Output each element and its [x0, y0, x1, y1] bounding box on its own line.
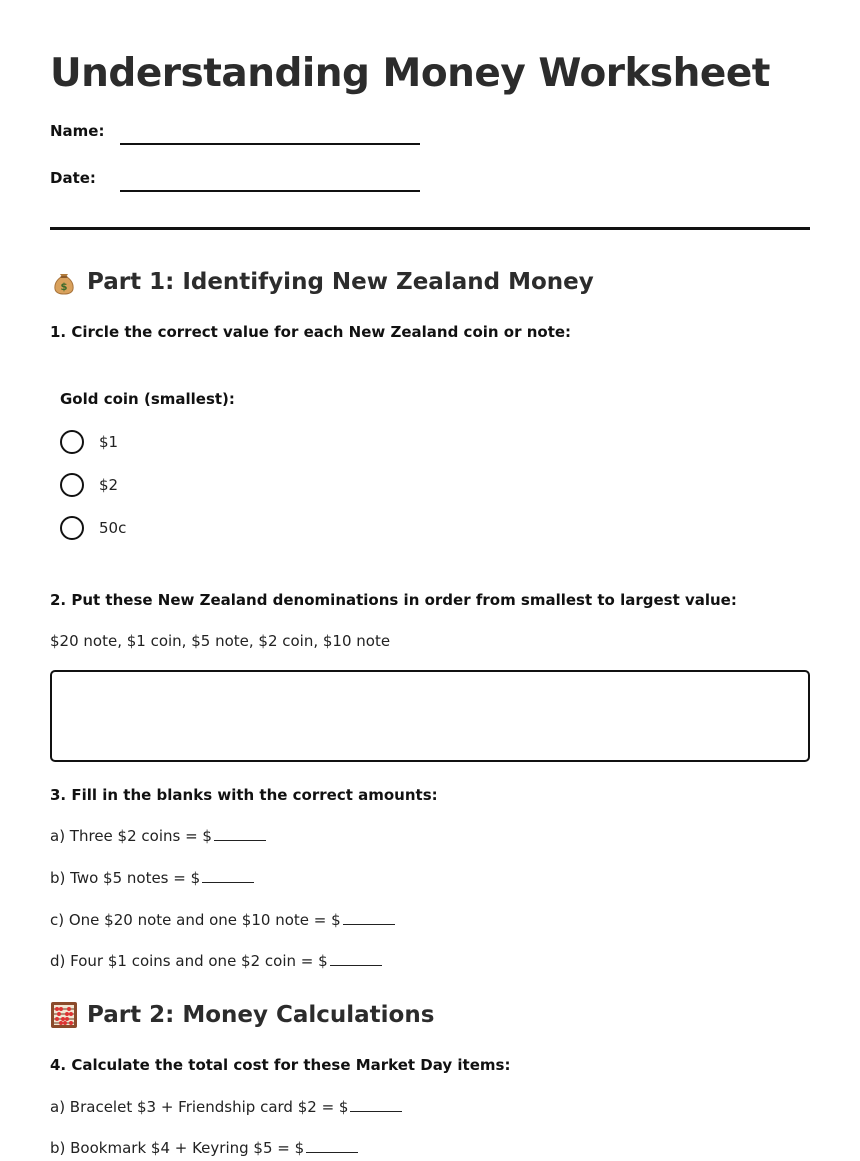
part1-heading — [50, 267, 594, 297]
calc-text: a) Bracelet $3 + Friendship card $2 = $ — [50, 1098, 349, 1116]
fill-blank-b — [50, 868, 254, 888]
date-line[interactable] — [120, 190, 420, 192]
name-label: Name: — [50, 122, 105, 140]
option-50c[interactable] — [60, 515, 126, 541]
question-3-prompt: 3. Fill in the blanks with the correct amounts: — [50, 786, 438, 804]
date-label: Date: — [50, 169, 96, 187]
calc-text: b) Bookmark $4 + Keyring $5 = $ — [50, 1139, 305, 1157]
option-label: 50c — [99, 519, 127, 537]
worksheet-title: Understanding Money Worksheet — [50, 51, 770, 96]
answer-blank[interactable] — [202, 868, 254, 883]
answer-blank[interactable] — [214, 826, 266, 841]
gold-coin-label: Gold coin (smallest): — [60, 390, 235, 408]
money-bag-icon — [50, 268, 78, 296]
name-line[interactable] — [120, 143, 420, 145]
fill-blank-d — [50, 951, 382, 971]
fill-blank-text: b) Two $5 notes = $ — [50, 869, 201, 887]
answer-blank[interactable] — [306, 1138, 358, 1153]
answer-blank[interactable] — [343, 910, 395, 925]
answer-blank[interactable] — [350, 1097, 402, 1112]
fill-blank-a — [50, 826, 266, 846]
denominations-list: $20 note, $1 coin, $5 note, $2 coin, $10 note — [50, 632, 391, 650]
question-4-prompt: 4. Calculate the total cost for these Market Day items: — [50, 1056, 511, 1074]
svg-text:$: $ — [60, 282, 68, 293]
question-1-prompt: 1. Circle the correct value for each New Zealand coin or note: — [50, 323, 572, 341]
abacus-icon — [50, 1001, 78, 1029]
part2-heading-text: Part 2: Money Calculations — [87, 1002, 435, 1028]
calc-item-a — [50, 1097, 402, 1117]
radio-circle[interactable] — [60, 473, 84, 497]
header-divider — [50, 227, 810, 230]
radio-circle[interactable] — [60, 430, 84, 454]
answer-blank[interactable] — [330, 951, 382, 966]
radio-circle[interactable] — [60, 516, 84, 540]
fill-blank-c — [50, 910, 395, 930]
date-field[interactable] — [50, 168, 430, 192]
part1-heading-text: Part 1: Identifying New Zealand Money — [87, 269, 594, 295]
fill-blank-text: c) One $20 note and one $10 note = $ — [50, 911, 341, 929]
part2-heading — [50, 1000, 434, 1030]
fill-blank-text: d) Four $1 coins and one $2 coin = $ — [50, 952, 328, 970]
option-1-dollar[interactable] — [60, 429, 118, 455]
option-2-dollar[interactable] — [60, 472, 118, 498]
name-field[interactable] — [50, 121, 430, 145]
fill-blank-text: a) Three $2 coins = $ — [50, 827, 212, 845]
option-label: $2 — [99, 476, 119, 494]
question-2-prompt: 2. Put these New Zealand denominations in order from smallest to largest value: — [50, 591, 737, 609]
order-answer-box[interactable] — [50, 670, 810, 762]
calc-item-b — [50, 1138, 358, 1158]
option-label: $1 — [99, 433, 119, 451]
